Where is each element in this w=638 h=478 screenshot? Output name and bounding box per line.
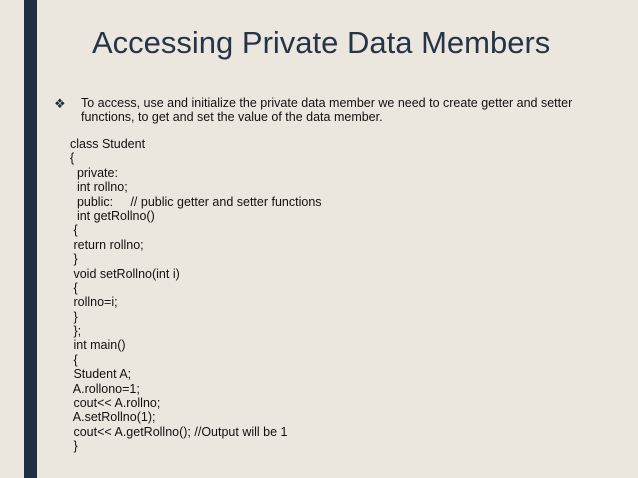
code-line: int rollno; [70, 180, 128, 195]
code-line: } [70, 309, 78, 324]
code-line: A.rollono=1; [70, 381, 140, 396]
code-line: void setRollno(int i) [70, 266, 180, 281]
code-line: { [70, 223, 78, 238]
code-line: { [70, 352, 78, 367]
code-line: } [70, 439, 78, 454]
code-line: return rollno; [70, 237, 144, 252]
code-line: cout<< A.getRollno(); //Output will be 1 [70, 424, 288, 439]
code-line: int getRollno() [70, 208, 155, 223]
code-line: A.setRollno(1); [70, 410, 156, 425]
bullet-text: To access, use and initialize the private data member we need to create getter and setter functions, to get and set the value of the data member. [81, 96, 573, 124]
code-block [70, 137, 322, 454]
code-line: public: // public getter and setter functions [70, 194, 322, 209]
code-line: private: [70, 165, 118, 180]
code-line: cout<< A.rollno; [70, 396, 161, 411]
left-accent-bar [24, 0, 37, 478]
code-line: { [70, 151, 75, 166]
slide-title: Accessing Private Data Members [92, 25, 551, 60]
code-line: }; [70, 324, 82, 339]
code-line: rollno=i; [70, 295, 118, 310]
bullet-diamond-icon: ❖ [54, 96, 66, 111]
code-line: class Student [70, 137, 146, 151]
code-line: { [70, 280, 78, 295]
code-line: Student A; [70, 367, 132, 382]
code-line: int main() [70, 338, 126, 353]
code-line: } [70, 252, 78, 267]
